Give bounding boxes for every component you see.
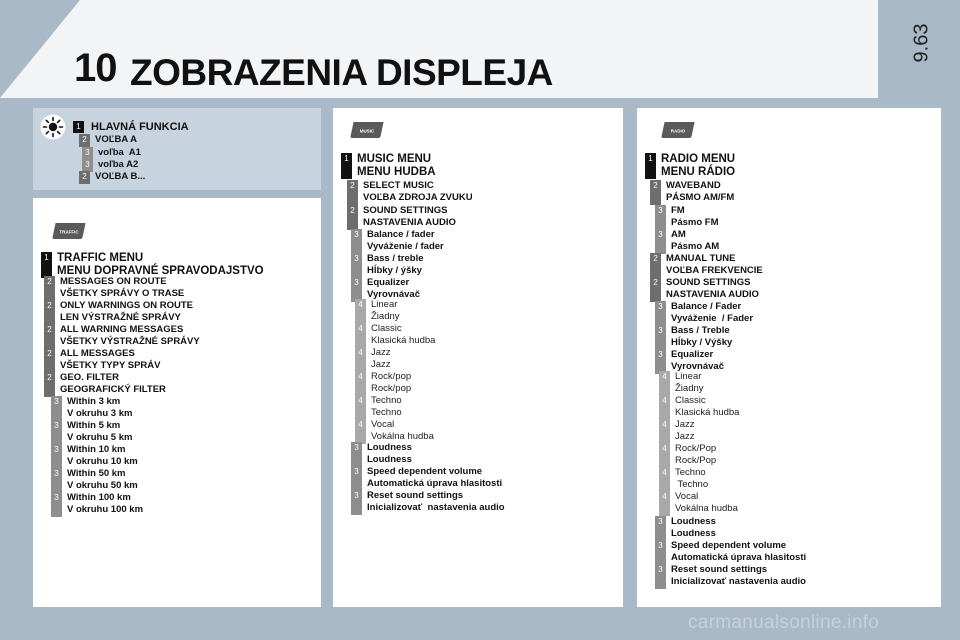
radio-item bbox=[659, 491, 738, 516]
level-badge: 4 bbox=[355, 395, 366, 420]
level-badge: 1 bbox=[41, 252, 52, 278]
item-label: voľba A2 bbox=[98, 159, 139, 170]
item-label: MUSIC MENU MENU HUDBA bbox=[357, 153, 436, 178]
level-badge: 3 bbox=[655, 564, 666, 589]
level-badge: 2 bbox=[79, 134, 90, 147]
music-item bbox=[351, 442, 412, 467]
level-badge: 1 bbox=[73, 121, 84, 133]
music-item bbox=[351, 229, 444, 254]
item-label: Techno Techno bbox=[371, 395, 402, 418]
traffic-item bbox=[41, 252, 264, 278]
item-label: Jazz Jazz bbox=[675, 419, 695, 442]
music-item bbox=[355, 299, 400, 324]
svg-text:TRAFFIC: TRAFFIC bbox=[59, 229, 79, 235]
level-badge: 3 bbox=[351, 490, 362, 515]
radio-item bbox=[659, 395, 739, 420]
main_function-item bbox=[73, 121, 189, 133]
level-badge: 4 bbox=[659, 443, 670, 468]
traffic-button-icon bbox=[50, 221, 86, 241]
item-label: WAVEBAND PÁSMO AM/FM bbox=[666, 180, 735, 203]
item-label: Equalizer Vyrovnávač bbox=[671, 349, 724, 372]
level-badge: 3 bbox=[655, 540, 666, 565]
item-label: RADIO MENU MENU RÁDIO bbox=[661, 153, 736, 178]
item-label: Speed dependent volume Automatická úprava hlasitosti bbox=[367, 466, 503, 489]
level-badge: 3 bbox=[655, 301, 666, 326]
music-item bbox=[351, 253, 424, 278]
level-badge: 2 bbox=[650, 277, 661, 302]
radio-item bbox=[655, 540, 806, 565]
item-label: Bass / Treble Hĺbky / Výšky bbox=[671, 325, 733, 348]
level-badge: 2 bbox=[44, 372, 55, 397]
level-badge: 3 bbox=[51, 468, 62, 493]
chapter-number: 10 bbox=[74, 46, 117, 90]
item-label: AM Pásmo AM bbox=[671, 229, 720, 252]
item-label: Linear Žiadny bbox=[675, 371, 704, 394]
level-badge: 4 bbox=[355, 299, 366, 324]
item-label: VOĽBA B... bbox=[95, 171, 146, 182]
level-badge: 1 bbox=[645, 153, 656, 179]
item-label: GEO. FILTER GEOGRAFICKÝ FILTER bbox=[60, 372, 166, 395]
level-badge: 4 bbox=[659, 491, 670, 516]
item-label: Within 5 km V okruhu 5 km bbox=[67, 420, 133, 443]
level-badge: 3 bbox=[655, 516, 666, 541]
main_function-item bbox=[79, 171, 145, 184]
traffic-item bbox=[44, 324, 200, 349]
traffic-item bbox=[51, 468, 138, 493]
level-badge: 2 bbox=[44, 276, 55, 301]
radio-item bbox=[655, 301, 753, 326]
level-badge: 4 bbox=[659, 467, 670, 492]
music-button-icon bbox=[348, 120, 384, 140]
music-item bbox=[351, 466, 502, 491]
item-label: MANUAL TUNE VOĽBA FREKVENCIE bbox=[666, 253, 763, 276]
level-badge: 3 bbox=[655, 229, 666, 254]
radio-item bbox=[650, 277, 759, 302]
level-badge: 3 bbox=[655, 325, 666, 350]
item-label: FM Pásmo FM bbox=[671, 205, 719, 228]
traffic-item bbox=[51, 492, 143, 517]
item-label: SELECT MUSIC VOĽBA ZDROJA ZVUKU bbox=[363, 180, 473, 203]
svg-text:RADIO: RADIO bbox=[670, 128, 686, 134]
watermark: carmanualsonline.info bbox=[688, 612, 880, 633]
traffic-item bbox=[44, 276, 184, 301]
music-item bbox=[351, 490, 505, 515]
level-badge: 3 bbox=[351, 253, 362, 278]
radio-item bbox=[655, 325, 732, 350]
level-badge: 3 bbox=[351, 466, 362, 491]
level-badge: 2 bbox=[44, 300, 55, 325]
item-label: Balance / fader Vyváženie / fader bbox=[367, 229, 444, 252]
main_function-item bbox=[79, 134, 137, 147]
music-item bbox=[355, 323, 435, 348]
item-label: Vocal Vokálna hudba bbox=[675, 491, 738, 514]
item-label: ALL MESSAGES VŠETKY TYPY SPRÁV bbox=[60, 348, 161, 371]
level-badge: 4 bbox=[355, 419, 366, 444]
item-label: VOĽBA A bbox=[95, 134, 138, 145]
level-badge: 3 bbox=[82, 147, 93, 160]
radio-item bbox=[655, 516, 716, 541]
level-badge: 4 bbox=[659, 395, 670, 420]
item-label: SOUND SETTINGS NASTAVENIA AUDIO bbox=[666, 277, 759, 300]
level-badge: 3 bbox=[51, 444, 62, 469]
music-item bbox=[347, 180, 473, 205]
level-badge: 2 bbox=[347, 180, 358, 205]
item-label: HLAVNÁ FUNKCIA bbox=[91, 121, 189, 133]
traffic-item bbox=[51, 420, 132, 445]
radio-button-icon bbox=[659, 120, 695, 140]
level-badge: 2 bbox=[347, 205, 358, 230]
music-item bbox=[355, 395, 402, 420]
item-label: Reset sound settings Inicializovať nastavenia audio bbox=[367, 490, 505, 513]
music-item bbox=[355, 347, 391, 372]
item-label: Rock/Pop Rock/Pop bbox=[675, 443, 717, 466]
item-label: Bass / treble Hĺbky / ýšky bbox=[367, 253, 424, 276]
level-badge: 3 bbox=[351, 229, 362, 254]
level-badge: 2 bbox=[44, 348, 55, 373]
item-label: Jazz Jazz bbox=[371, 347, 391, 370]
item-label: Equalizer Vyrovnávač bbox=[367, 277, 420, 300]
item-label: ALL WARNING MESSAGES VŠETKY VÝSTRAŽNÉ SPRÁVY bbox=[60, 324, 200, 347]
music-item bbox=[341, 153, 436, 179]
radio-item bbox=[650, 253, 763, 278]
traffic-item bbox=[51, 444, 138, 469]
level-badge: 3 bbox=[351, 442, 362, 467]
item-label: Loudness Loudness bbox=[671, 516, 716, 539]
item-label: TRAFFIC MENU MENU DOPRAVNÉ SPRAVODAJSTVO bbox=[57, 252, 264, 277]
level-badge: 2 bbox=[650, 253, 661, 278]
radio-item bbox=[645, 153, 735, 179]
level-badge: 2 bbox=[44, 324, 55, 349]
item-label: Linear Žiadny bbox=[371, 299, 400, 322]
item-label: Rock/pop Rock/pop bbox=[371, 371, 412, 394]
radio-item bbox=[659, 419, 695, 444]
radio-item bbox=[659, 443, 716, 468]
level-badge: 3 bbox=[51, 492, 62, 517]
item-label: MESSAGES ON ROUTE VŠETKY SPRÁVY O TRASE bbox=[60, 276, 185, 299]
item-label: voľba A1 bbox=[98, 147, 141, 158]
item-label: Loudness Loudness bbox=[367, 442, 412, 465]
item-label: Classic Klasická hudba bbox=[675, 395, 740, 418]
level-badge: 3 bbox=[82, 159, 93, 172]
page-title: ZOBRAZENIA DISPLEJA bbox=[130, 52, 553, 93]
traffic-item bbox=[51, 396, 132, 421]
traffic-item bbox=[44, 372, 166, 397]
level-badge: 4 bbox=[355, 323, 366, 348]
sun-icon bbox=[40, 114, 66, 140]
music-item bbox=[355, 371, 411, 396]
item-label: Within 100 km V okruhu 100 km bbox=[67, 492, 144, 515]
item-label: Techno Techno bbox=[675, 467, 709, 490]
level-badge: 3 bbox=[51, 396, 62, 421]
radio-item bbox=[655, 564, 806, 589]
level-badge: 3 bbox=[655, 349, 666, 374]
level-badge: 3 bbox=[51, 420, 62, 445]
item-label: Within 3 km V okruhu 3 km bbox=[67, 396, 133, 419]
level-badge: 2 bbox=[79, 171, 90, 184]
radio-item bbox=[655, 205, 719, 230]
level-badge: 4 bbox=[659, 371, 670, 396]
item-label: Reset sound settings Inicializovať nastavenia audio bbox=[671, 564, 806, 587]
level-badge: 1 bbox=[341, 153, 352, 179]
svg-text:MUSIC: MUSIC bbox=[359, 128, 375, 134]
level-badge: 2 bbox=[650, 180, 661, 205]
level-badge: 4 bbox=[659, 419, 670, 444]
level-badge: 4 bbox=[355, 347, 366, 372]
level-badge: 3 bbox=[351, 277, 362, 302]
radio-item bbox=[655, 229, 719, 254]
item-label: SOUND SETTINGS NASTAVENIA AUDIO bbox=[363, 205, 456, 228]
music-item bbox=[347, 205, 456, 230]
item-label: Speed dependent volume Automatická úprava hlasitosti bbox=[671, 540, 807, 563]
level-badge: 3 bbox=[655, 205, 666, 230]
item-label: ONLY WARNINGS ON ROUTE LEN VÝSTRAŽNÉ SPRÁVY bbox=[60, 300, 194, 323]
page-number: 9.63 bbox=[910, 23, 933, 63]
item-label: Within 50 km V okruhu 50 km bbox=[67, 468, 138, 491]
radio-item bbox=[659, 371, 704, 396]
item-label: Vocal Vokálna hudba bbox=[371, 419, 434, 442]
music-item bbox=[355, 419, 434, 444]
item-label: Within 10 km V okruhu 10 km bbox=[67, 444, 138, 467]
radio-item bbox=[659, 467, 708, 492]
traffic-item bbox=[44, 348, 161, 373]
level-badge: 4 bbox=[355, 371, 366, 396]
item-label: Balance / Fader Vyváženie / Fader bbox=[671, 301, 754, 324]
radio-item bbox=[650, 180, 734, 205]
traffic-item bbox=[44, 300, 193, 325]
item-label: Classic Klasická hudba bbox=[371, 323, 436, 346]
